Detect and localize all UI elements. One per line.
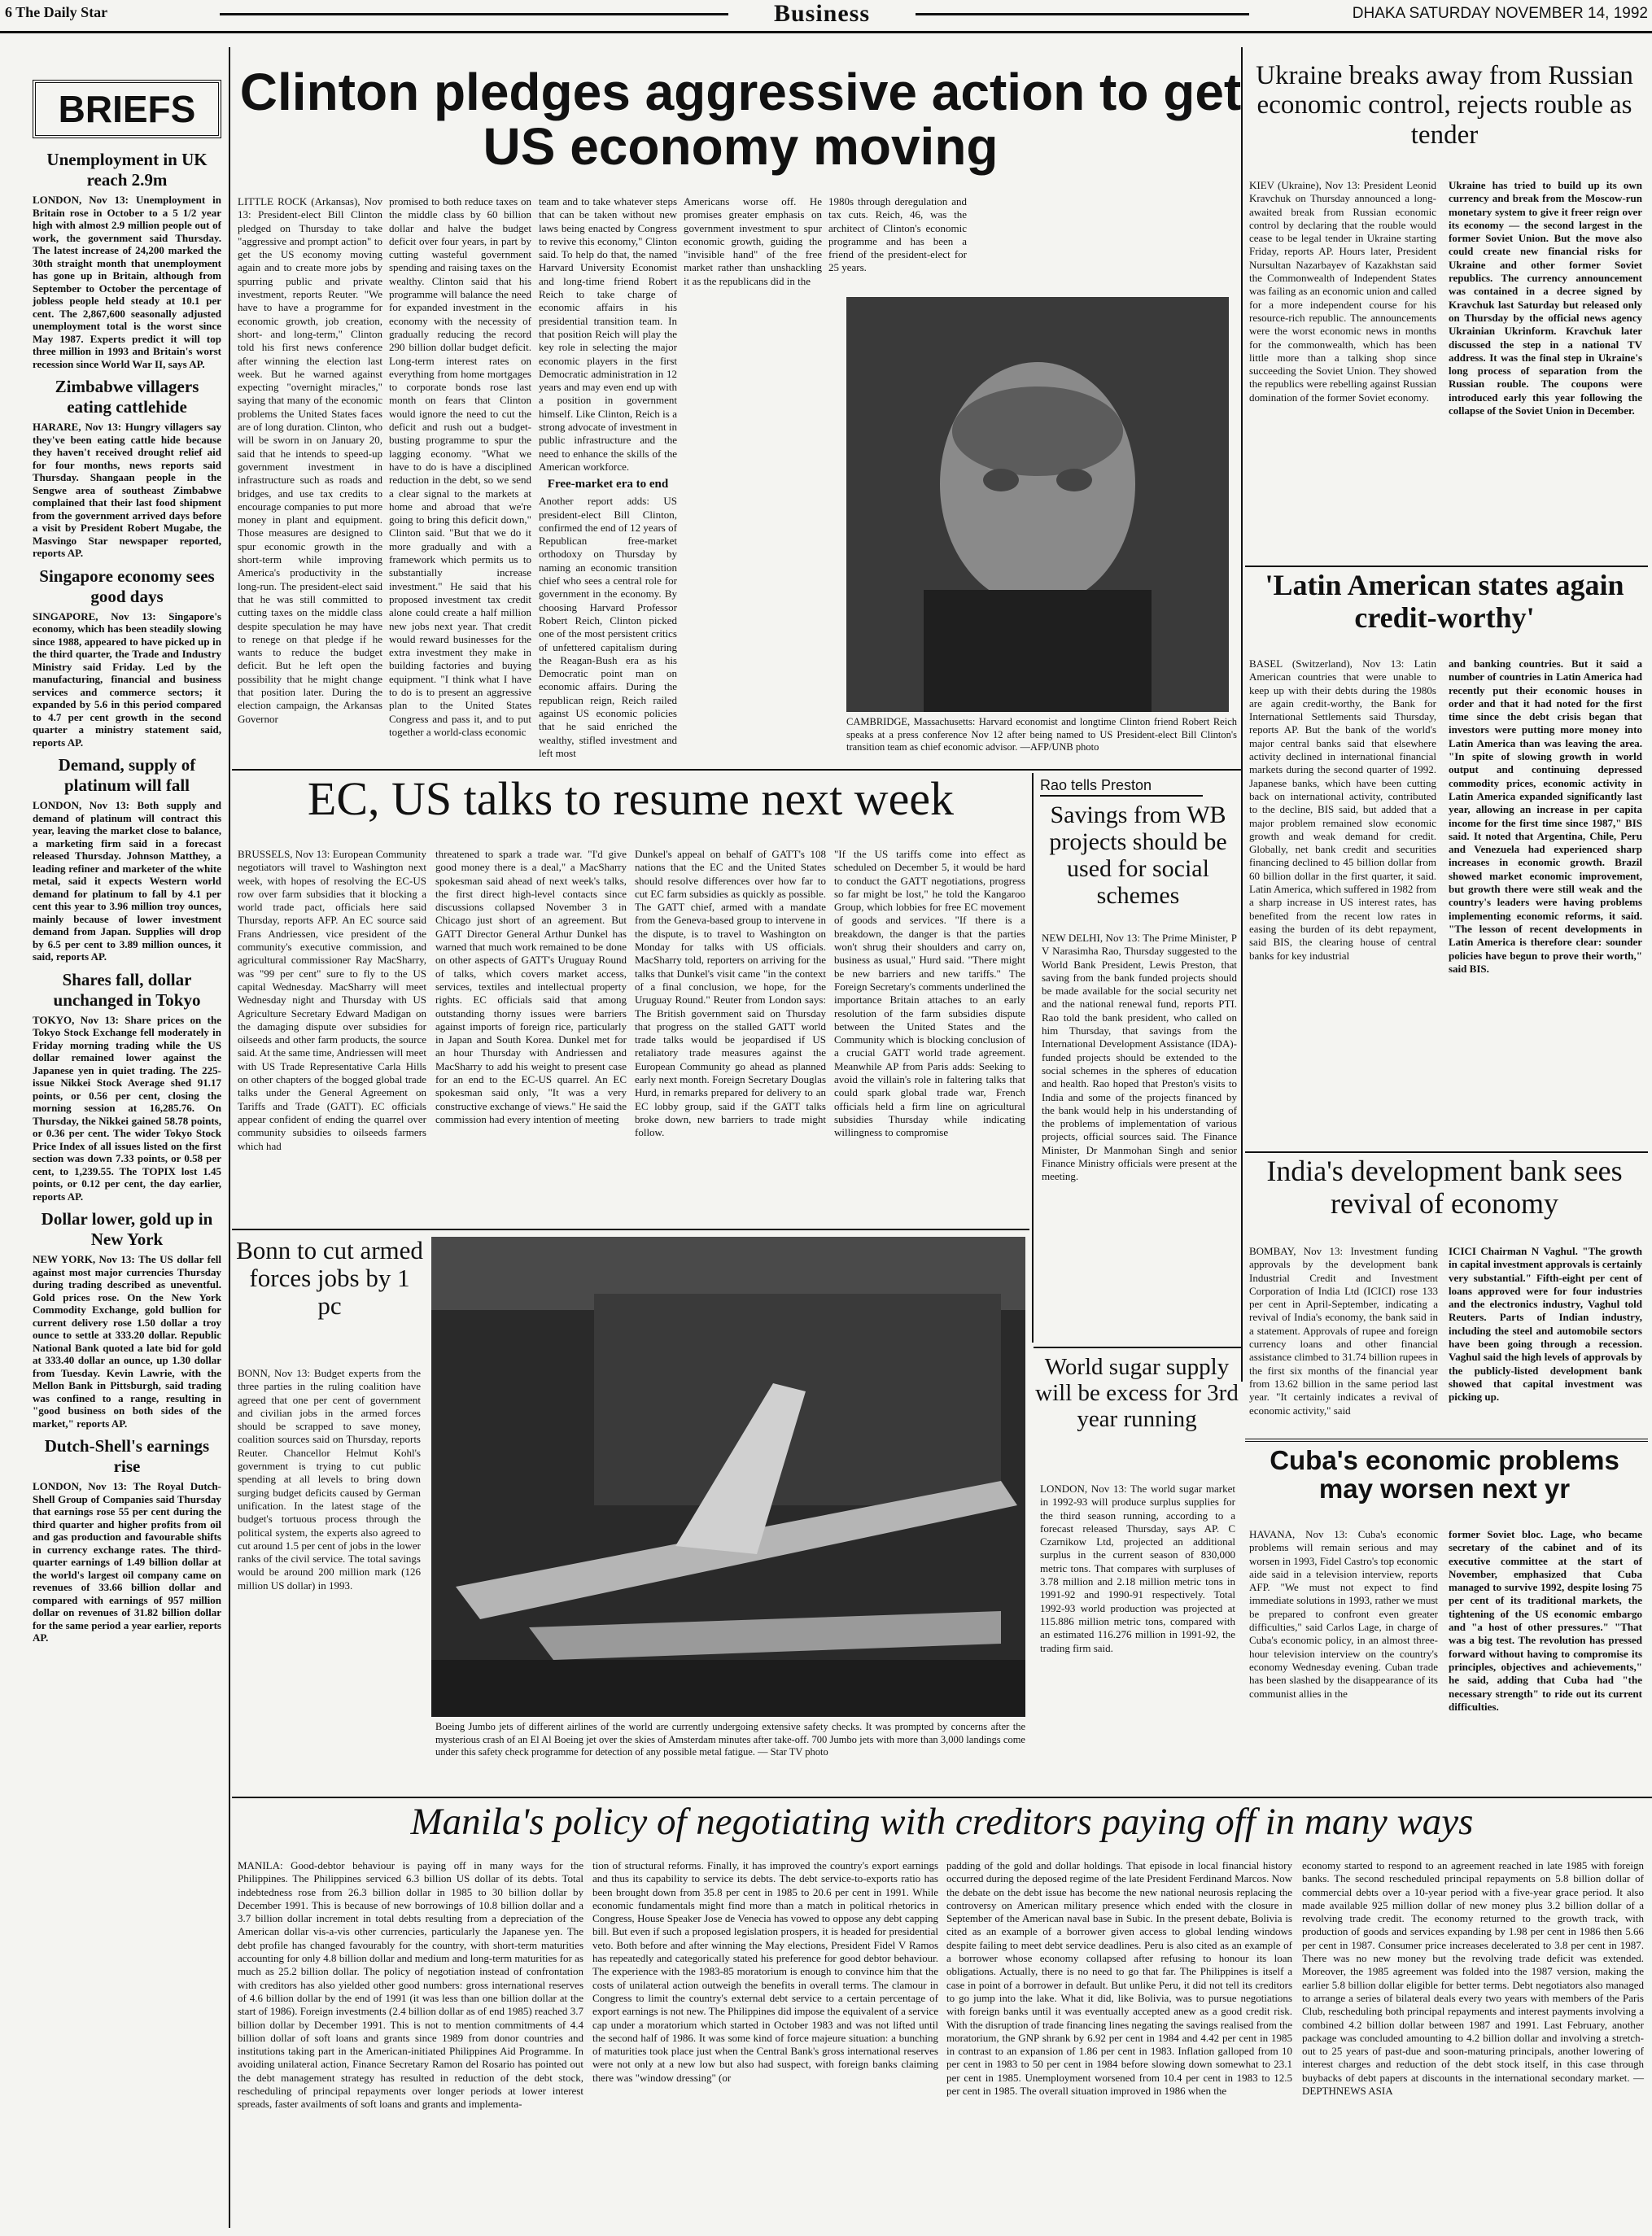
bonn-headline: Bonn to cut armed forces jobs by 1 pc <box>236 1236 423 1321</box>
clinton-col-3-text: team and to take whatever steps that can be taken without new laws being enacted by Congress to revive this economy," Clinton said. To help do that, the named Harvard University Economist and long-time friend Robert Reich to take charge of economic affairs in his presidential transition team. In that position Reich will play the key role in selecting the major economic players in the first Democratic administration in 12 years and may even end up with a position in government himself. Like Clinton, Reich is a strong advocate of investment in public infrastructure and the need to enhance the skills of the American workforce. <box>539 195 677 473</box>
brief-headline: Unemployment in UK reach 2.9m <box>46 150 208 190</box>
brief-zimbabwe <box>33 377 221 560</box>
ecus-col-3: Dunkel's appeal on behalf of GATT's 108 nations that the EC and the United States should resolve differences over how far to cut EC farm subsidies as quickly as possible. The GATT chief, armed with a mandate from the Geneva-based group to intervene in the dispute, is to travel to Washington on Monday for talks with US officials. MacSharry told, reporters on arriving for the talks that Dunkel's visit came "in the context of a final conclusion, we hope, for the Uruguay Round." Reuter from London says: The British government said on Thursday that progress on the stalled GATT world trade talks would be jeopardised if US retaliatory trade measures against the European Community go ahead as planned early next month. Foreign Secretary Douglas Hurd, in remarks prepared for delivery to an EC lobby group, said if the GATT talks broke down, new barriers to trade might follow. <box>635 848 826 1139</box>
ukraine-col-1: KIEV (Ukraine), Nov 13: President Leonid Kravchuk on Thursday announced a long-awaited break from Russian economic control by declaring that the rouble would cease to be legal tender in Ukraine starting Friday, reports AP. Hours later, President Nursultan Nazarbayev of Kazakhstan said the Commonwealth of Independent States was failing as an economic union and called for a more independent course for his resource-rich republic. The announcements were the worst economic news in months for the commonwealth, which has been little more than a talking shop since succeeding the Soviet Union. They showed the republics were rebelling against Russian domination of the former Soviet economy. <box>1249 179 1436 404</box>
masthead-rule-right <box>916 13 1249 15</box>
brief-body: HARARE, Nov 13: Hungry villagers say they've been eating cattle hide because they haven't received drought relief aid for four months, news reports said Thursday. Shangaan people in the Sengwe area of southeast Zimbabwe complained that their last food shipment from the government arrived days before a visit by President Robert Mugabe, the Masvingo Star newspaper reported, reports AP. <box>33 421 221 559</box>
brief-body: LONDON, Nov 13: Both supply and demand of platinum will contract this year, leaving the market close to balance, a marketing firm said in a forecast released Thursday. Johnson Matthey, a leading refiner and marketer of the white metal, said it expects Western world demand for platinum to fall by 4.1 per cent this year to 3.96 million troy ounces, mainly because of lower investment demand from Japan. Supplies will drop by 6.5 per cent to 3.89 million ounces, it said, reports AP. <box>33 799 221 963</box>
clinton-col-1: LITTLE ROCK (Arkansas), Nov 13: President-elect Bill Clinton pledged on Thursday to take "aggressive and prompt action" to get the US economy moving again and to create more jobs by spurring public and private investment, reports Reuter. "We have to have a programme for economic growth, job creation, short- and long-term," Clinton told his first news conference after winning the election last week. But he warned against expecting "overnight miracles," saying that many of the economic problems the United States faces are of long duration. Clinton, who will be sworn in on January 20, said that he intends to speed-up government investment in infrastructure such as roads and bridges, and use tax credits to encourage companies to put more money in plant and equipment. Those measures are designed to spur economic growth in the short-term while improving America's productivity in the long-run. The president-elect said that he was still committed to cutting taxes on the middle class despite speculation he may have to renege on that pledge if he wants to reduce the budget deficit. But he left open the possibility that he might change that position later. During the election campaign, the Arkansas Governor <box>238 195 382 725</box>
masthead-dateline: DHAKA SATURDAY NOVEMBER 14, 1992 <box>1352 5 1648 22</box>
ecus-col-2: threatened to spark a trade war. "I'd give good money there is a deal," a MacSharry spokesman said ahead of next week's talks, the first direct high-level contacts since discussions collapsed November 3 in Chicago just short of an agreement. But GATT Director General Arthur Dunkel has warned that much work remained to be done on other aspects of GATT's Uruguay Round of talks, which covers market access, services, textiles and intellectual property rights. EC officials said that among outstanding thorny issues were barriers against imports of foreign rice, particularly in Japan and South Korea. Dunkel met for an hour Thursday with Andriessen and MacSharry to add his weight to present case for an end to the EC-US quarrel. An EC spokesman said only, "It was a very constructive exchange of views." He said the commission had every intention of meeting <box>435 848 627 1125</box>
clinton-col-3b-text: Another report adds: US president-elect Bill Clinton, confirmed the end of 12 years of Republican free-market orthodoxy on Thursday by naming an economic transition chief who sees a central role for government in the economy. By choosing Harvard Professor Robert Reich, Clinton picked one of the most persistent critics of unfettered capitalism during the Reagan-Bush era as his Democratic point man on economic affairs. During the republican reign, Reich railed against US economic policies that he said enriched the wealthy, stifled investment and left most <box>539 495 677 759</box>
brief-headline: Demand, supply of platinum will fall <box>58 755 196 795</box>
brief-body: NEW YORK, Nov 13: The US dollar fell against most major currencies Thursday during trading described as uneventful. Gold prices rose. On the New York Commodity Exchange, gold bullion for current delivery rose 1.50 dollar a troy ounce to settle at 333.20 dollar. Republic National Bank quoted a late bid for gold at 333.40 dollar an ounce, up 1.30 dollar from Tuesday. Kevin Lawrie, with the Mellon Bank in Pittsburgh, said trading was confined to a range, resulting in "good business on both sides of the market," reports AP. <box>33 1253 221 1430</box>
clinton-col-4: Americans worse off. He promises greater emphasis on government investment to spur economic growth, guiding the "invisible hand" of the free market rather than unshackling it as the republicans did in the <box>684 195 822 287</box>
reich-photo-caption: CAMBRIDGE, Massachusetts: Harvard economist and longtime Clinton friend Robert Reich speaks at a press conference Nov 12 after being named to US President-elect Bill Clinton's transition team as chief economic advisor. —AFP/UNB photo <box>846 716 1237 753</box>
brief-headline: Dutch-Shell's earnings rise <box>44 1436 210 1476</box>
cuba-top-rule <box>1245 1439 1648 1442</box>
brief-body: SINGAPORE, Nov 13: Singapore's economy, which has been steadily slowing since 1988, appeared to have picked up in the third quarter, the Trade and Industry Ministry said Friday. Led by the manufacturing, financial and business services and commerce sectors; it expanded by 5.6 in this period compared to 4.7 per cent growth in the second quarter a ministry statement said, reports AP. <box>33 609 221 749</box>
brief-headline: Dollar lower, gold up in New York <box>41 1209 213 1249</box>
clinton-bottom-rule <box>232 769 1241 771</box>
right-divider <box>1241 47 1243 1382</box>
brief-unemployment <box>33 150 221 370</box>
brief-singapore <box>33 566 221 749</box>
manila-col-3: padding of the gold and dollar holdings. That episode in local financial history occurred during the deposed regime of the late President Ferdinand Marcos. Now the debate on the debt issue has become the new national neurosis replacing the controversy on American military presence which ended with the closure in September of the American naval base in Subic. In the present debate, Bolivia is cited as an example of a borrower given access to global lending windows despite failing to meet debt service deadlines. Peru is also cited as an example of a borrower whose economy collapsed after refusing to honour its loan obligations. Actually, there is no need to go that far. The Philippines is itself a case in point of a borrower in default. But unlike Peru, it did not tell its creditors to go jump into the lake. What it did, like Bolivia, was to pursue negotiations with foreign banks until it was eventually accepted anew as a good credit risk. With the disruption of trade financing lines negating the savings realised from the moratorium, the GNP shrank by 6.92 per cent in 1984 and 4.42 per cent in 1985 in contrast to an expansion of 1.86 per cent in 1983. Inflation galloped from 10 per cent in 1983 to 50 per cent in 1984 before slowing down somewhat to 23.1 per cent in 1985. Unemployment worsened from 10.4 per cent in 1983 to 12.5 per cent in 1985. The overall situation improved in 1986 when the <box>946 1859 1292 2098</box>
boeing-jets-image <box>431 1237 1025 1717</box>
reich-portrait-image <box>846 297 1229 712</box>
ukraine-col-2: Ukraine has tried to build up its own currency and break from the Moscow-run monetary system to give it freer reign over its economy — the second largest in the former Soviet Union. But the move also could create new financial risks for Ukraine and other former Soviet republics. The currency announcement was contained in a decree signed by Kravchuk last Saturday but released only on Thursday by the official news agency Ukrainian Ukrinform. Kravchuk later discussed the step in a national TV address. It was the final step in Ukraine's long process of separation from the Russian rouble. The coupons were introduced early this year following the collapse of the Soviet Union in December. <box>1449 179 1642 417</box>
ecus-col-4: "If the US tariffs come into effect as scheduled on December 5, it would be hard to conduct the GATT negotiations, progress so far might be lost," he told the Kangaroo Group, which lobbies for free EC movement of goods and services. "If there is a breakdown, the danger is that the parties won't shrug their shoulders and carry on, business as usual," Hurd said. "There might be new barriers and new tariffs." The Foreign Secretary's comments underlined the importance Britain attaches to an early resolution of the farm subsidies dispute between the United States and the Community which is blocking conclusion of a crucial GATT world trade agreement. Meanwhile AP from Paris adds: Seeking to avoid the villain's role in faltering talks that could spark global trade war, French officials held a firm line on agricultural subsidies Thursday while indicating willingness to compromise <box>834 848 1025 1139</box>
brief-body: TOKYO, Nov 13: Share prices on the Tokyo Stock Exchange fell moderately in Friday morning trading while the US dollar remained lower against the Japanese yen in quiet trading. The 225-issue Nikkei Stock Average shed 91.17 points, or 0.56 per cent, closing the morning session at 16,285.76. On Thursday, the Nikkei gained 58.78 points, or 0.36 per cent. The wider Tokyo Stock Price Index of all issues listed on the first section was down 7.33 points, or 0.58 per cent, to 1,239.55. The TOPIX lost 1.45 points, or 0.12 per cent, the day earlier, reports AP. <box>33 1013 221 1203</box>
manila-col-4: economy started to respond to an agreement reached in late 1985 with foreign banks. The second rescheduled principal repayments on 5.8 billion dollar of commercial debts over a 10-year period with a five-year grace period. It also made available 925 million dollar of new money plus 3.2 billion dollar of a revolving trade credit. The economy returned to the growth track, with production of goods and services expanding by 1.98 per cent in 1986 then 5.66 per cent in 1987. Consumer price increases decelerated to 3.8 per cent in 1987. There was no new money but the revolving trade deficit was extended. Moreover, the 1985 agreement was folded into the 1987 version, making the earlier 5.8 billion dollar eligible for better terms. Debt negotiators also managed to arrange a series of bilateral deals every two years with members of the Paris Club, rescheduling both principal repayments and interest payments involving a combined 4.2 billion dollar between 1987 and 1991. Last February, another package was concluded amounting to 4.2 billion dollar and involving a stretch-out to 25 years of past-due and soon-maturing principals, another lowering of interest charges and reduction of the debt stock itself, in this case through buybacks of debt papers at discounts in the international secondary market. — DEPTHNEWS ASIA <box>1302 1859 1644 2098</box>
latin-headline: 'Latin American states again credit-worthy' <box>1265 569 1624 634</box>
masthead-rule-left <box>220 13 728 15</box>
manila-col-1: MANILA: Good-debtor behaviour is paying off in many ways for the Philippines. The Philippines serviced 6.3 billion US dollar of its debts. Total indebtedness rose from 26.3 billion dollar in 1985 to 30 billion dollar by December 1991. This is because of new borrowings of 10.8 billion dollar and a 3.7 billion dollar increment in total debts resulting from a depreciation of the American dollar vis-a-vis other currencies, particularly the Japanese yen. The debt profile has changed favourably for the country, with short-term maturities accounting for only 4.8 billion dollar and medium and long-term maturities for as much as 25.2 billion dollar. The policy of negotiation instead of confrontation with creditors has also yielded other good numbers: gross international reserves of 4.6 billion dollar by the end of 1991 (it was less than one billion dollar at the start of 1986). Foreign investments (2.4 billion dollar as of end 1985) reached 3.7 billion dollar by December 1991. This is not to mention commitments of 4.4 billion dollar of soft loans and grants since 1989 from donor countries and institutions taking part in the American-initiated Philippines Aid Programme. In avoiding unilateral action, Finance Secretary Ramon del Rosario has pointed out the debt management strategy has resulted in reduction of the debt stock, rescheduling of principal repayments over longer periods at lower interest spreads, faster availments of soft loans and grants and implementa- <box>238 1859 583 2111</box>
brief-headline: Shares fall, dollar unchanged in Tokyo <box>53 969 201 1010</box>
sugar-top-rule <box>1034 1347 1241 1348</box>
brief-platinum <box>33 755 221 963</box>
ecus-headline: EC, US talks to resume next week <box>307 772 955 825</box>
india-headline: India's development bank sees revival of economy <box>1266 1155 1623 1220</box>
brief-body: LONDON, Nov 13: Unemployment in Britain rose in October to a 5 1/2 year high with almost 2.9 million people out of work, the government said Thursday. The latest increase of 24,200 marked the 30th straight month that unemployment has gone up in Britain, although from September to October the percentage of jobless people held steady at 10.1 per cent. The 2,867,600 seasonally adjusted unemployment total is the worst since May 1987. Experts predict it will top three million in 1993 and Britain's worst recession since World War II, says AP. <box>33 194 221 370</box>
cuba-col-2: former Soviet bloc. Lage, who became secretary of the cabinet and of its executive committee at the start of November, emphasized that Cuba managed to survive 1992, despite losing 75 per cent of its traditional markets, the tightening of the US economic embargo and "a host of other pressures." "That was a big test. The revolution has pressed forward without having to compromise its principles, objectives and achievements," he said, adding that Cuba had "the necessary strength" to ride out its current difficulties. <box>1449 1528 1642 1713</box>
boeing-photo <box>431 1237 1025 1717</box>
preston-headline: Savings from WB projects should be used for social schemes <box>1049 801 1227 909</box>
manila-top-rule <box>232 1797 1652 1798</box>
clinton-col-2: promised to both reduce taxes on the middle class by 60 billion dollar and halve the budget deficit over four years, in part by cutting wasteful government spending and raising taxes on the wealthy. Clinton said that his programme will balance the need for expanded investment in the economy with the necessity of gradually reducing the record 290 billion dollar budget deficit. Long-term interest rates on everything from home mortgages to corporate bonds rose last month on fears that Clinton would ignore the need to cut the deficit and rush out a budget-busting programme to spur the lagging economy. "What we have to do is have a disciplined reduction in the debt, so we send a clear signal to the markets at home and abroad that we're going to bring this deficit down," Clinton said. "But that we do it more gradually and with a framework which permits us to substantially increase investment." He said that his proposed investment tax credit alone could create a half million new jobs next year. That credit would reward businesses for the extra investment they make in building factories and buying equipment. "I think what I have to do is to present an aggressive plan to the United States Congress and pass it, and to put together a world-class economic <box>389 195 531 738</box>
ecus-col-1: BRUSSELS, Nov 13: European Community negotiators will travel to Washington next week, with hopes of resolving the EC-US row over farm subsidies that it blocking a world trade pact, officials here said Thursday, reports AFP. An EC source said Frans Andriessen, vice president of the community's executive commission, and agricultural commissioner Ray MacSharry, was "99 per cent" sure to fly to the US capital Wednesday. MacSharry will meet Wednesday night and Thursday with US Agriculture Secretary Edward Madigan on the damaging dispute over subsidies for oilseeds and other farm products, the source said. At the same time, Andriessen will meet with US Trade Representative Carla Hills on other chapters of the bogged global trade talks under the General Agreement on Tariffs and Trade (GATT). EC officials appear confident of ending the quarrel over community subsidies to oilseeds farmers which had <box>238 848 426 1152</box>
latin-rule <box>1245 1151 1648 1153</box>
brief-newyork <box>33 1209 221 1430</box>
clinton-col-3 <box>539 195 677 759</box>
brief-headline: Singapore economy sees good days <box>39 566 215 606</box>
latin-col-1: BASEL (Switzerland), Nov 13: Latin American countries that were unable to keep up with their debts during the 1980s are again credit-worthy, the Bank for International Settlements said Thursday, reports AP. But the bank of the world's major central banks said that elsewhere activity declined in international financial markets during the second quarter of 1992. Japanese banks, which have been cutting back on international activity, contributed to the decline, BIS said, but added that a major problem remained slow economic growth and weak demand for credit. Globally, net bank credit and securities financing declined to 45 billion dollar from 60 billion dollar in the first quarter, it said. Latin America, which suffered in 1982 from a sharp increase in US interest rates, has benefited from the recent low rates in easing the burden of its debt repayment, said BIS, the clearing house of central banks for key industrial <box>1249 657 1436 962</box>
cuba-col-1: HAVANA, Nov 13: Cuba's economic problems will remain serious and may worsen in 1993, Fidel Castro's top economic aide said in a television interview, reports AFP. "We must not expect to find immediate solutions in 1993, rather we must be prepared to confront even greater difficulties," said Carlos Lage, in charge of Cuba's economic policy, in an almost three-hour television interview on the country's economy Wednesday evening. Cuban trade has been slashed by the disappearance of its communist allies in the <box>1249 1528 1438 1700</box>
brief-shell <box>33 1436 221 1644</box>
manila-col-2: tion of structural reforms. Finally, it has improved the country's export earnings and thus its capability to service its debts. The debt service-to-exports ratio has been brought down from 35.8 per cent in 1985 to 20.6 per cent in 1991. While economic fundamentals might find more than a match in political rhetorics in Congress, House Speaker Jose de Venecia has vowed to oppose any debt capping bill. But even if such a proposed legislation prospers, it is headed for presidential veto. Both before and after winning the May elections, President Fidel V Ramos has repeatedly and categorically stated his preference for good debtor behaviour. The experience with the 1983-85 moratorium is enough to convince him that the costs of unilateral action outweigh the benefits in overall terms. The clamour in Congress to limit the country's external debt service to a certain percentage of export earnings is not new. The Philippines did impose the equivalent of a service cap under a moratorium which started in October 1983 and was not lifted until the second half of 1986. It was some kind of force majeure situation: a bunching of maturities took place just when the Central Bank's gross international reserves were not only at a new low but also had suspect, with foreign banks claiming there was "window dressing" (or <box>592 1859 938 2084</box>
preston-divider <box>1032 773 1034 1343</box>
india-col-2: ICICI Chairman N Vaghul. "The growth in capital investment approvals is certainly very substantial." Fifth-eight per cent of loans approved were for four industries and the electronics industry, Vaghul told Reuters. Parts of Indian industry, including the steel and automobile sectors have been going through a recession. Vaghul said the high levels of approvals by the publicly-listed development bank showed that capital investment was picking up. <box>1449 1245 1642 1404</box>
briefs-column <box>33 143 221 2226</box>
manila-headline: Manila's policy of negotiating with creditors paying off in many ways <box>410 1801 1474 1843</box>
bonn-body: BONN, Nov 13: Budget experts from the three parties in the ruling coalition have agreed that one per cent of government and civilian jobs in the armed forces should be scrapped to save money, coalition sources said on Thursday, reports Reuter. Chancellor Helmut Kohl's government is trying to cut public spending at all levels to bring down surging budget deficits caused by German unification. In the latest stage of the budget's tortuous process through the political system, the experts also agreed to cut around 1.5 per cent of jobs in the lower ranks of the civil service. The total savings would be around 200 million mark (126 million US dollar) in 1993. <box>238 1367 421 1592</box>
clinton-subhead: Free-market era to end <box>547 478 669 491</box>
sugar-body: LONDON, Nov 13: The world sugar market in 1992-93 will produce surplus supplies for the third season running, according to a forecast released Thursday, says AP. C Czarnikow Ltd, projected an additional surplus in the current season of 830,000 metric tons. That compares with surpluses of 3.78 million and 2.18 million metric tons in 1991-92 and 1990-91 respectively. Total 1992-93 world production was projected at 115.886 million metric tons, compared with an estimated 116.276 million in 1991-92, the trading firm said. <box>1040 1483 1235 1654</box>
briefs-divider <box>229 47 230 2228</box>
briefs-title: BRIEFS <box>33 80 221 138</box>
brief-body: LONDON, Nov 13: The Royal Dutch-Shell Group of Companies said Thursday that earnings rose 55 per cent during the third quarter and higher profits from oil and gas production and favourable shifts in currency exchange rates. The third-quarter earnings of 1.49 billion dollar at the world's largest oil company came on revenues of 33.66 billion dollar and compared with earnings of 957 million dollar on revenues of 31.82 billion dollar for the same period a year earlier, reports AP. <box>33 1480 221 1644</box>
masthead-paper-name: 6 The Daily Star <box>5 4 108 20</box>
reich-photo <box>846 297 1229 712</box>
preston-body: NEW DELHI, Nov 13: The Prime Minister, P V Narasimha Rao, Thursday suggested to the World Bank President, Lewis Preston, that saving from the bank funded projects should be made available for the social security net and the national renewal fund, reports PTI. Rao told the bank president, who called on him Thursday, that savings from the International Development Assistance (IDA)-funded projects should be extended to the social schemes in the spheres of education and health. Rao hoped that Preston's visits to India and some of the projects financed by the bank would help in his understanding of the problems of implementation of various projects, official sources said. The Finance Minister, Dr Manmohan Singh and senior Finance Ministry officials were present at the meeting. <box>1042 932 1237 1183</box>
boeing-photo-caption: Boeing Jumbo jets of different airlines of the world are currently undergoing extensive safety checks. It was prompted by concerns after the mysterious crash of an El Al Boeing jet over the skies of Amsterdam minutes after take-off. 700 Jumbo jets with more than 3,000 landings come under this safety check programme for detection of any possible metal fatigue. — Star TV photo <box>435 1721 1025 1758</box>
cuba-headline: Cuba's economic problems may worsen next yr <box>1270 1445 1619 1504</box>
clinton-col-5: 1980s through deregulation and tax cuts. Reich, 46, was the architect of Clinton's economic programme and has been a friend of the president-elect for 25 years. <box>828 195 967 274</box>
brief-tokyo <box>33 970 221 1203</box>
ecus-bottom-rule <box>232 1229 1029 1230</box>
india-col-1: BOMBAY, Nov 13: Investment funding approvals by the development bank Industrial Credit and Investment Corporation of India Ltd (ICICI) rose 133 per cent in April-September, indicating a revival of India's economy, the bank said in a statement. Approvals of rupee and foreign currency loans and other financial assistance climbed to 31.74 billion rupees in the first six months of the financial year from 13.62 billion in the same period last year. "It certainly indicates a revival of economic activity," said <box>1249 1245 1438 1417</box>
ukraine-headline: Ukraine breaks away from Russian economic control, rejects rouble as tender <box>1256 61 1633 150</box>
preston-kicker: Rao tells Preston <box>1040 777 1203 797</box>
latin-col-2: and banking countries. But it said a number of countries in Latin America had recently put their economic houses in order and that it had noted for the first time since the debt crisis began that investors were putting more money into Latin America than was leaving the area. "In spite of slowing growth in world output and continuing depressed commodity prices, economic activity in Latin America expanded significantly last year, allowing an increase in per capita income for the first time since 1987," BIS said. It noted that Argentina, Chile, Peru and Venezuela had experienced sharp increases in economic growth. Brazil showed market economic improvement, but growth there were still weak and the country's leaders were having problems implementing economic reforms, it said. "The lesson of recent developments in Latin America is therefore clear: sounder policies have begun to prove their worth," said BIS. <box>1449 657 1642 975</box>
sugar-headline: World sugar supply will be excess for 3rd year running <box>1035 1354 1239 1432</box>
ukraine-rule <box>1245 566 1648 567</box>
section-title: Business <box>773 0 871 27</box>
masthead-underline <box>0 31 1652 33</box>
brief-headline: Zimbabwe villagers eating cattlehide <box>55 377 199 417</box>
clinton-headline: Clinton pledges aggressive action to get US economy moving <box>239 63 1242 177</box>
